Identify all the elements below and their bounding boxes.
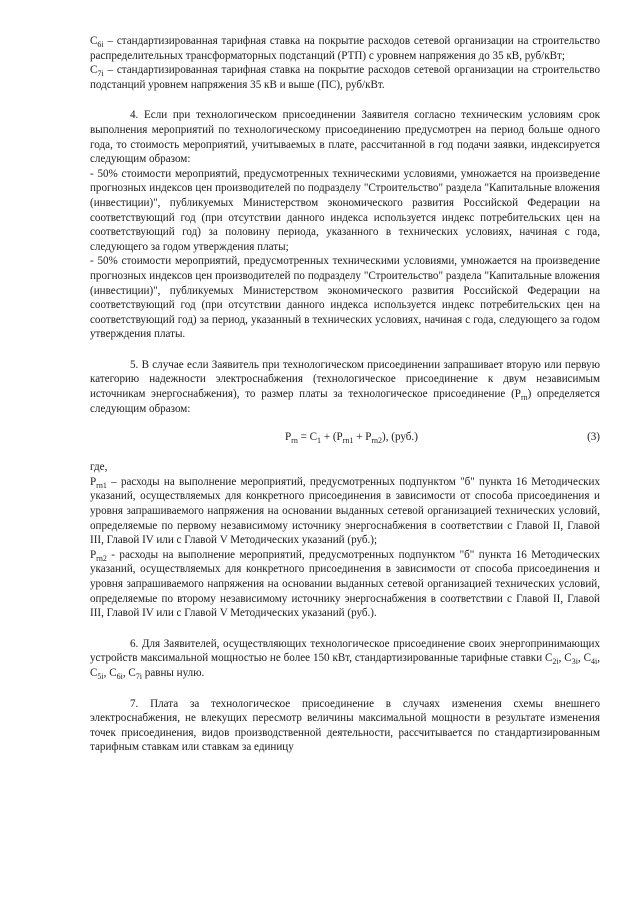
item-6-c5: , C <box>90 652 600 679</box>
formula-p: P <box>285 431 292 444</box>
formula-number: (3) <box>587 431 600 444</box>
item-6-sub-5: 5i <box>97 672 104 682</box>
term-prn2-subscript: rn2 <box>96 554 107 564</box>
formula-3 <box>90 428 600 448</box>
definition-prn1 <box>90 475 600 548</box>
formula-p-sub: rn <box>291 436 298 446</box>
definition-c7-text: – стандартизированная тарифная ставка на покрытие расходов сетевой организации на строительство подстанций уровнем напряжения 35 кВ и выше (ПС), руб/кВт. <box>90 64 600 91</box>
formula-p1-sub: rn1 <box>342 436 354 446</box>
item-6-c7: , C <box>122 666 136 679</box>
definition-c6 <box>90 34 600 63</box>
definition-prn1-text: – расходы на выполнение мероприятий, предусмотренных подпунктом "б" пункта 16 Методических указаний, осуществляемых для конкретного присоединения в зависимости от способа присоединения и уровня запрашиваемого напряжения на основании выданных сетевой организацией технических условий, определяемые по первому независимому источнику энергоснабжения в соответствии с Главой II, Главой III, Главой IV или с Главой V Методических указаний (руб.); <box>90 475 600 547</box>
item-4-bullet-2: - 50% стоимости мероприятий, предусмотренных техническими условиями, умножается на произведение прогнозных индексов цен производителей по подразделу "Строительство" раздела "Капитальные вложения (инвестиции)", публикуемых Министерством экономического развития Российской Федерации на соответствующий год (при отсутствии данного индекса используется индекс потребительских цен на соответствующий год) за период, указанный в технических условиях, начиная с года, следующего за годом утверждения платы. <box>90 255 600 341</box>
item-5-text-a: 5. В случае если Заявитель при технологическом присоединении запрашивает вторую или первую категорию надежности электроснабжения (технологическое присоединение к двум независимым источникам энергоснабжения), то размер платы за технологическое присоединение (P <box>90 358 600 401</box>
item-6-sub-4: 4i <box>590 657 598 667</box>
definition-prn2-text: - расходы на выполнение мероприятий, предусмотренных подпунктом "б" пункта 16 Методических указаний, осуществляемых для конкретного присоединения в зависимости от способа присоединения и уровня запрашиваемого напряжения на основании выданных сетевой организацией технических условий, определяемые по второму независимому источнику энергоснабжения в соответствии с Главой II, Главой III, Главой IV или с Главой V Методических указаний (руб.). <box>90 548 600 620</box>
term-prn1: P <box>90 475 97 488</box>
item-6-c3: , C <box>558 652 572 665</box>
item-6-c6: , C <box>103 666 117 679</box>
item-5-text-b: ) определяется следующим образом: <box>90 388 600 415</box>
item-6-sub-7: 7i <box>135 672 143 682</box>
item-6-text-a: 6. Для Заявителей, осуществляющих технологическое присоединение своих энергопринимающих устройств максимальной мощностью не более 150 кВт, стандартизированные тарифные ставки C <box>90 637 600 665</box>
formula-expression <box>285 430 418 445</box>
term-c6-subscript: 6i <box>97 40 104 50</box>
term-c7-subscript: 7i <box>97 69 104 79</box>
item-6-sub-2: 2i <box>552 657 559 667</box>
where-label: где, <box>90 461 108 474</box>
formula-p2-sub: rn2 <box>371 436 383 446</box>
term-prn1-subscript: rn1 <box>96 481 107 491</box>
definition-c7 <box>90 63 600 92</box>
formula-plus-2: + P <box>353 431 372 444</box>
definition-c6-text: – стандартизированная тарифная ставка на покрытие расходов сетевой организации на строительство распределительных трансформаторных подстанций (РТП) с уровнем напряжения до 35 кВ, руб/кВт; <box>90 35 600 62</box>
formula-tail: ), (руб.) <box>382 431 418 444</box>
item-4-bullet-1: - 50% стоимости мероприятий, предусмотренных техническими условиями, умножается на произведение прогнозных индексов цен производителей по подразделу "Строительство" раздела "Капитальные вложения (инвестиции)", публикуемых Министерством экономического развития Российской Федерации на соответствующий год (при отсутствии данного индекса используется индекс потребительских цен на соответствующий год) за половину периода, указанного в технических условиях, начиная с года, следующего за годом утверждения платы; <box>90 167 600 253</box>
formula-plus-1: + (P <box>321 431 343 444</box>
item-6-sub-6: 6i <box>116 672 123 682</box>
term-prn2: P <box>90 548 97 561</box>
item-7: 7. Плата за технологическое присоединение в случаях изменения схемы внешнего электроснабжения, не влекущих пересмотр величины максимальной мощности в результате изменения точек присоединения, видов производственной деятельности, рассчитывается по стандартизированным тарифным ставкам или ставкам за единицу <box>90 697 600 754</box>
item-5-subscript: rn <box>520 393 528 403</box>
term-c7: C <box>90 64 98 77</box>
item-5 <box>90 358 600 416</box>
item-6-c4: , C <box>577 652 591 665</box>
item-6 <box>90 637 600 681</box>
item-4-intro: 4. Если при технологическом присоединении Заявителя согласно техническим условиям срок выполнения мероприятий по технологическому присоединению предусмотрен на период больше одного года, то стоимость мероприятий, учитываемых в плате, рассчитанной в год подачи заявки, индексируется следующим образом: <box>90 109 600 166</box>
formula-c-sub: 1 <box>317 436 322 446</box>
term-c6: C <box>90 35 98 47</box>
formula-eq: = C <box>297 431 318 444</box>
item-6-text-b: равны нулю. <box>142 666 205 679</box>
item-6-sub-3: 3i <box>571 657 578 667</box>
definition-prn2 <box>90 548 600 621</box>
